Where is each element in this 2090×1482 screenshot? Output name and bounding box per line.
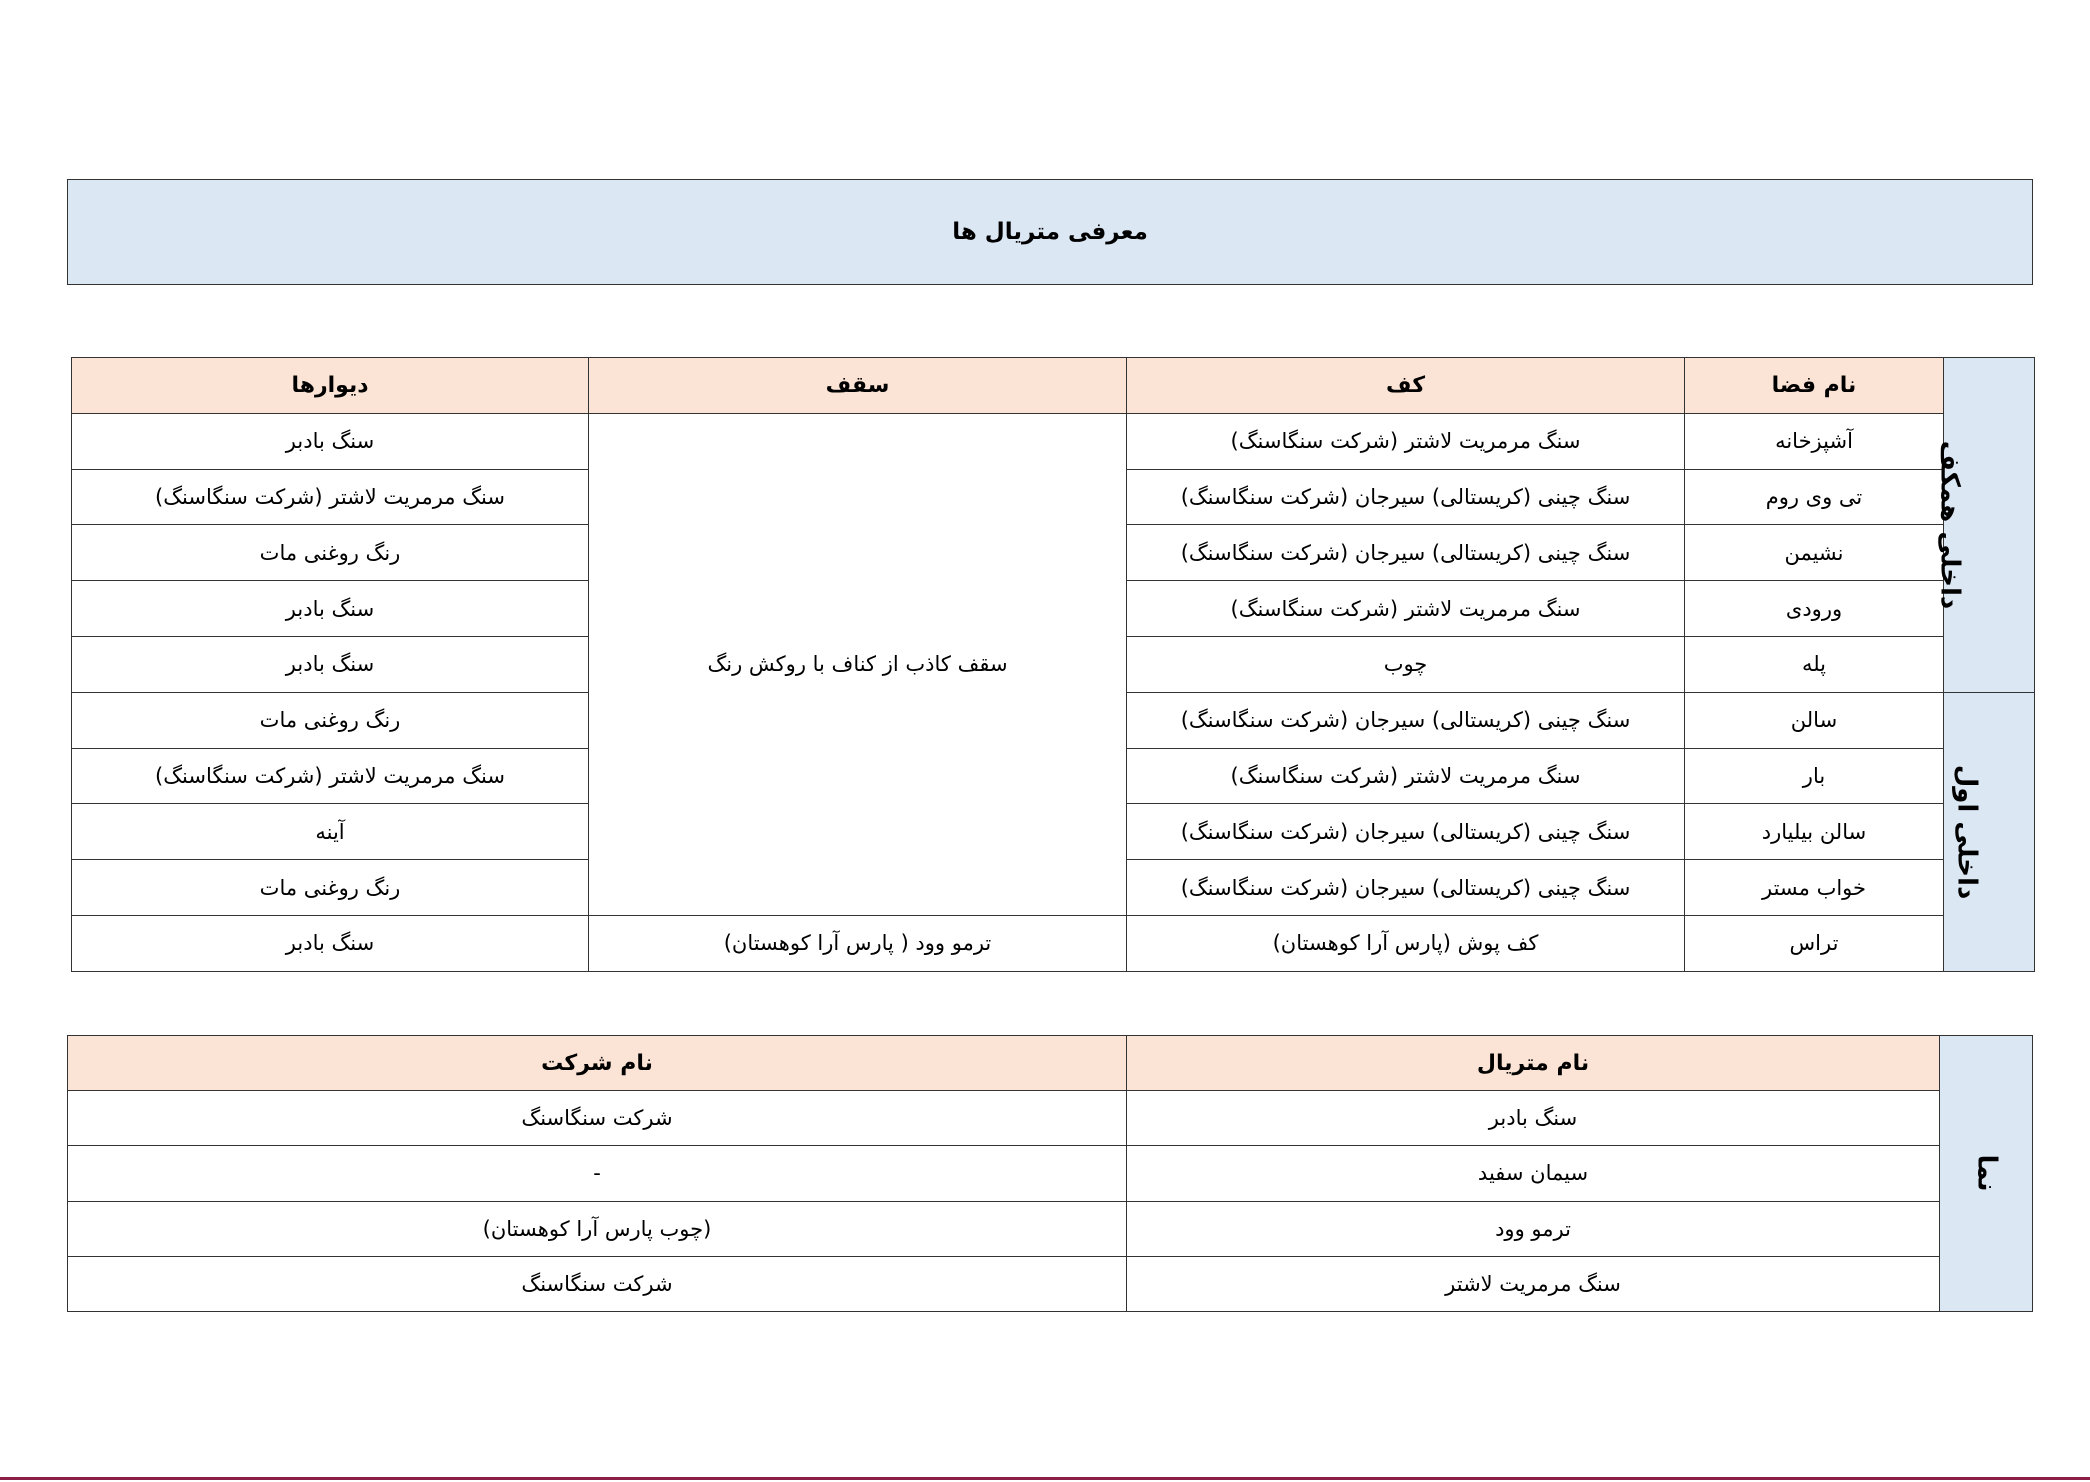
cell-walls: سنگ بادبر [72, 636, 589, 692]
cell-walls: سنگ بادبر [72, 413, 589, 469]
cell-walls: آینه [72, 804, 589, 860]
cell-material: سنگ مرمریت لاشتر [1127, 1256, 1940, 1311]
cell-company: - [68, 1146, 1127, 1201]
cell-walls: رنگ روغنی مات [72, 860, 589, 916]
cell-material: ترمو وود [1127, 1201, 1940, 1256]
cell-company: (چوب پارس آرا کوهستان) [68, 1201, 1127, 1256]
cell-walls: سنگ بادبر [72, 581, 589, 637]
cell-space: سالن [1685, 692, 1944, 748]
table-row [68, 1146, 2033, 1201]
cell-shared-ceiling: سقف کاذب از کناف با روکش رنگ [589, 413, 1127, 915]
table-row [72, 413, 2035, 469]
page-title: معرفی متریال ها [67, 179, 2033, 285]
table-row [68, 1201, 2033, 1256]
header-material: نام متریال [1127, 1036, 1940, 1091]
header-company: نام شرکت [68, 1036, 1127, 1091]
footer-divider [0, 1477, 2090, 1480]
cell-walls: سنگ مرمریت لاشتر (شرکت سنگاسنگ) [72, 748, 589, 804]
cell-floor: چوب [1127, 636, 1685, 692]
table-row [68, 1091, 2033, 1146]
cell-space: سالن بیلیارد [1685, 804, 1944, 860]
table-row [68, 1256, 2033, 1311]
cell-floor: کف پوش (پارس آرا کوهستان) [1127, 915, 1685, 971]
cell-space: تراس [1685, 915, 1944, 971]
cell-floor: سنگ چینی (کریستالی) سیرجان (شرکت سنگاسنگ) [1127, 469, 1685, 525]
group-label: نما [1971, 1154, 2001, 1192]
interior-materials-table [71, 357, 2035, 972]
cell-floor: سنگ مرمریت لاشتر (شرکت سنگاسنگ) [1127, 581, 1685, 637]
group-label: داخلی اول [1951, 764, 1982, 900]
cell-space: نشیمن [1685, 525, 1944, 581]
header-ceiling: سقف [589, 358, 1127, 414]
cell-floor: سنگ چینی (کریستالی) سیرجان (شرکت سنگاسنگ) [1127, 860, 1685, 916]
facade-materials-table [67, 1035, 2033, 1312]
header-floor: کف [1127, 358, 1685, 414]
group-first-floor [1944, 692, 2035, 971]
cell-space: ورودی [1685, 581, 1944, 637]
table-header-row [68, 1036, 2033, 1091]
cell-walls: سنگ بادبر [72, 915, 589, 971]
cell-walls: سنگ مرمریت لاشتر (شرکت سنگاسنگ) [72, 469, 589, 525]
cell-walls: رنگ روغنی مات [72, 525, 589, 581]
cell-material: سیمان سفید [1127, 1146, 1940, 1201]
group-ground-floor [1934, 358, 2035, 693]
cell-ceiling: ترمو وود ( پارس آرا کوهستان) [589, 915, 1127, 971]
cell-floor: سنگ چینی (کریستالی) سیرجان (شرکت سنگاسنگ) [1127, 692, 1685, 748]
cell-material: سنگ بادبر [1127, 1091, 1940, 1146]
cell-space: خواب مستر [1685, 860, 1944, 916]
cell-space: پله [1685, 636, 1944, 692]
cell-space: آشپزخانه [1685, 413, 1944, 469]
cell-floor: سنگ مرمریت لاشتر (شرکت سنگاسنگ) [1127, 413, 1685, 469]
cell-company: شرکت سنگاسنگ [68, 1091, 1127, 1146]
cell-floor: سنگ مرمریت لاشتر (شرکت سنگاسنگ) [1127, 748, 1685, 804]
cell-space: بار [1685, 748, 1944, 804]
header-walls: دیوارها [72, 358, 589, 414]
table-header-row [72, 358, 2035, 414]
cell-walls: رنگ روغنی مات [72, 692, 589, 748]
header-space: نام فضا [1685, 358, 1944, 414]
group-label: داخلی همکف [1934, 440, 1965, 610]
group-facade [1940, 1036, 2033, 1312]
cell-floor: سنگ چینی (کریستالی) سیرجان (شرکت سنگاسنگ) [1127, 525, 1685, 581]
table-row [72, 915, 2035, 971]
cell-space: تی وی روم [1685, 469, 1944, 525]
cell-floor: سنگ چینی (کریستالی) سیرجان (شرکت سنگاسنگ) [1127, 804, 1685, 860]
cell-company: شرکت سنگاسنگ [68, 1256, 1127, 1311]
